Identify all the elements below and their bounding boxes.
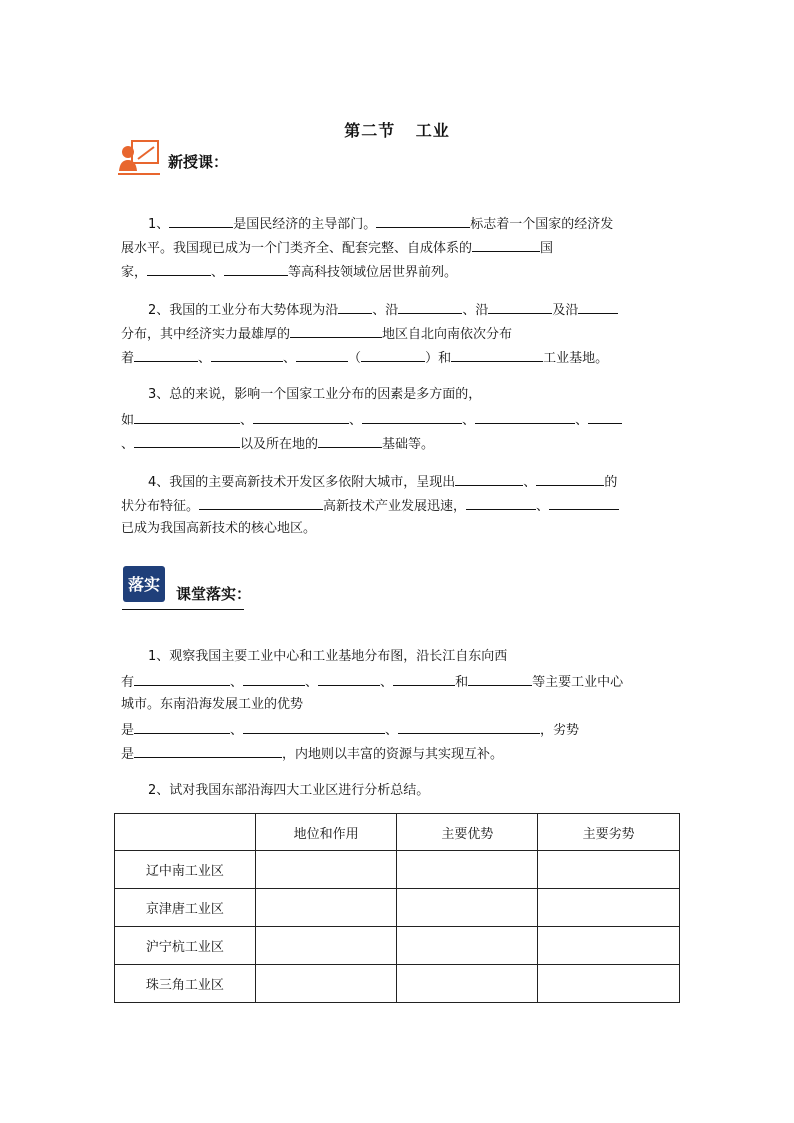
table-row	[115, 927, 680, 965]
section-header-new-lesson	[118, 139, 162, 177]
table-cell[interactable]	[538, 965, 680, 1003]
blank[interactable]	[338, 301, 372, 314]
table-header-cell: 主要劣势	[538, 814, 680, 851]
summary-table	[114, 813, 680, 1003]
blank[interactable]	[318, 673, 380, 686]
p2-line1: 2、试对我国东部沿海四大工业区进行分析总结。	[148, 783, 430, 798]
table-row	[115, 851, 680, 889]
table-cell[interactable]	[255, 851, 397, 889]
table-cell[interactable]	[397, 965, 538, 1003]
blank[interactable]	[398, 721, 540, 734]
q4-line2: 状分布特征。 高新技术产业发展迅速， 、	[121, 497, 619, 515]
table-row	[115, 889, 680, 927]
p1-line2: 有 、 、 、 和 等主要工业中心	[121, 675, 624, 690]
table-cell[interactable]	[397, 889, 538, 927]
blank[interactable]	[578, 301, 618, 314]
table-header-cell: 地位和作用	[255, 814, 397, 851]
blank[interactable]	[211, 349, 283, 362]
blank[interactable]	[290, 325, 382, 338]
q2-line1: 2、我国的工业分布大势体现为沿 、沿 、沿 及沿	[148, 301, 618, 319]
blank[interactable]	[224, 263, 288, 276]
section-header-practice	[122, 565, 166, 603]
blank[interactable]	[488, 301, 552, 314]
blank[interactable]	[472, 239, 540, 252]
blank[interactable]	[243, 721, 385, 734]
p1-line5: 是 ，内地则以丰富的资源与其实现互补。	[121, 747, 504, 762]
table-cell[interactable]	[255, 889, 397, 927]
q3-line2: 如 、 、 、 、	[121, 411, 622, 429]
q2-line2: 分布，其中经济实力最雄厚的 地区自北向南依次分布	[121, 327, 513, 342]
section-underline	[122, 609, 244, 610]
q4-line3: 已成为我国高新技术的核心地区。	[121, 521, 317, 536]
table-cell[interactable]	[538, 889, 680, 927]
blank[interactable]	[243, 673, 305, 686]
page-title: 第二节 工业	[344, 121, 450, 140]
table-header-row	[115, 814, 680, 851]
blank[interactable]	[376, 215, 470, 228]
blank[interactable]	[169, 215, 233, 228]
blank[interactable]	[147, 263, 211, 276]
blank[interactable]	[475, 411, 575, 424]
table-cell[interactable]	[255, 965, 397, 1003]
svg-text:落实: 落实	[127, 575, 161, 594]
q4-line1: 4、我国的主要高新技术开发区多依附大城市，呈现出 、 的	[148, 475, 618, 490]
blank[interactable]	[296, 349, 348, 362]
blank[interactable]	[134, 673, 230, 686]
blank[interactable]	[549, 497, 619, 510]
section-label-practice: 课堂落实：	[176, 585, 252, 603]
blank[interactable]	[362, 411, 462, 424]
table-row-label: 京津唐工业区	[115, 889, 256, 927]
q2-line3: 着 、 、 （ ）和 工业基地。	[121, 351, 609, 366]
blank[interactable]	[398, 301, 462, 314]
q3-line3: 、 以及所在地的 基础等。	[121, 437, 435, 452]
blank[interactable]	[253, 411, 349, 424]
blank[interactable]	[134, 745, 282, 758]
table-cell[interactable]	[397, 851, 538, 889]
blank[interactable]	[451, 349, 543, 362]
table-cell[interactable]	[538, 851, 680, 889]
p1-line3: 城市。东南沿海发展工业的优势	[121, 697, 304, 712]
q1-line1: 1、 是国民经济的主导部门。 标志着一个国家的经济发	[148, 217, 614, 232]
q3-line1: 3、总的来说，影响一个国家工业分布的因素是多方面的，	[148, 387, 482, 402]
blank[interactable]	[361, 349, 425, 362]
blank[interactable]	[536, 473, 604, 486]
blank[interactable]	[588, 411, 622, 424]
blank[interactable]	[134, 349, 198, 362]
blank[interactable]	[134, 411, 240, 424]
blank[interactable]	[466, 497, 536, 510]
p1-line1: 1、观察我国主要工业中心和工业基地分布图，沿长江自东向西	[148, 649, 508, 664]
p1-line4: 是 、 、 ，劣势	[121, 723, 580, 738]
luoshi-badge	[122, 565, 166, 603]
table-header-cell: 主要优势	[397, 814, 538, 851]
table-row-label: 辽中南工业区	[115, 851, 256, 889]
blank[interactable]	[318, 435, 382, 448]
q1-line3: 家， 、 等高科技领域位居世界前列。	[121, 265, 458, 280]
blank[interactable]	[199, 497, 323, 510]
table-cell[interactable]	[255, 927, 397, 965]
table-cell[interactable]	[397, 927, 538, 965]
q1-line2: 展水平。我国现已成为一个门类齐全、配套完整、自成体系的 国	[121, 241, 554, 256]
table-header-cell	[115, 814, 256, 851]
section-label-new-lesson: 新授课：	[168, 153, 229, 171]
blank[interactable]	[393, 673, 455, 686]
table-row-label: 沪宁杭工业区	[115, 927, 256, 965]
blank[interactable]	[134, 721, 230, 734]
table-row-label: 珠三角工业区	[115, 965, 256, 1003]
blank[interactable]	[468, 673, 532, 686]
blank[interactable]	[134, 435, 240, 448]
table-cell[interactable]	[538, 927, 680, 965]
blank[interactable]	[455, 473, 523, 486]
teacher-icon	[118, 139, 162, 177]
table-row	[115, 965, 680, 1003]
